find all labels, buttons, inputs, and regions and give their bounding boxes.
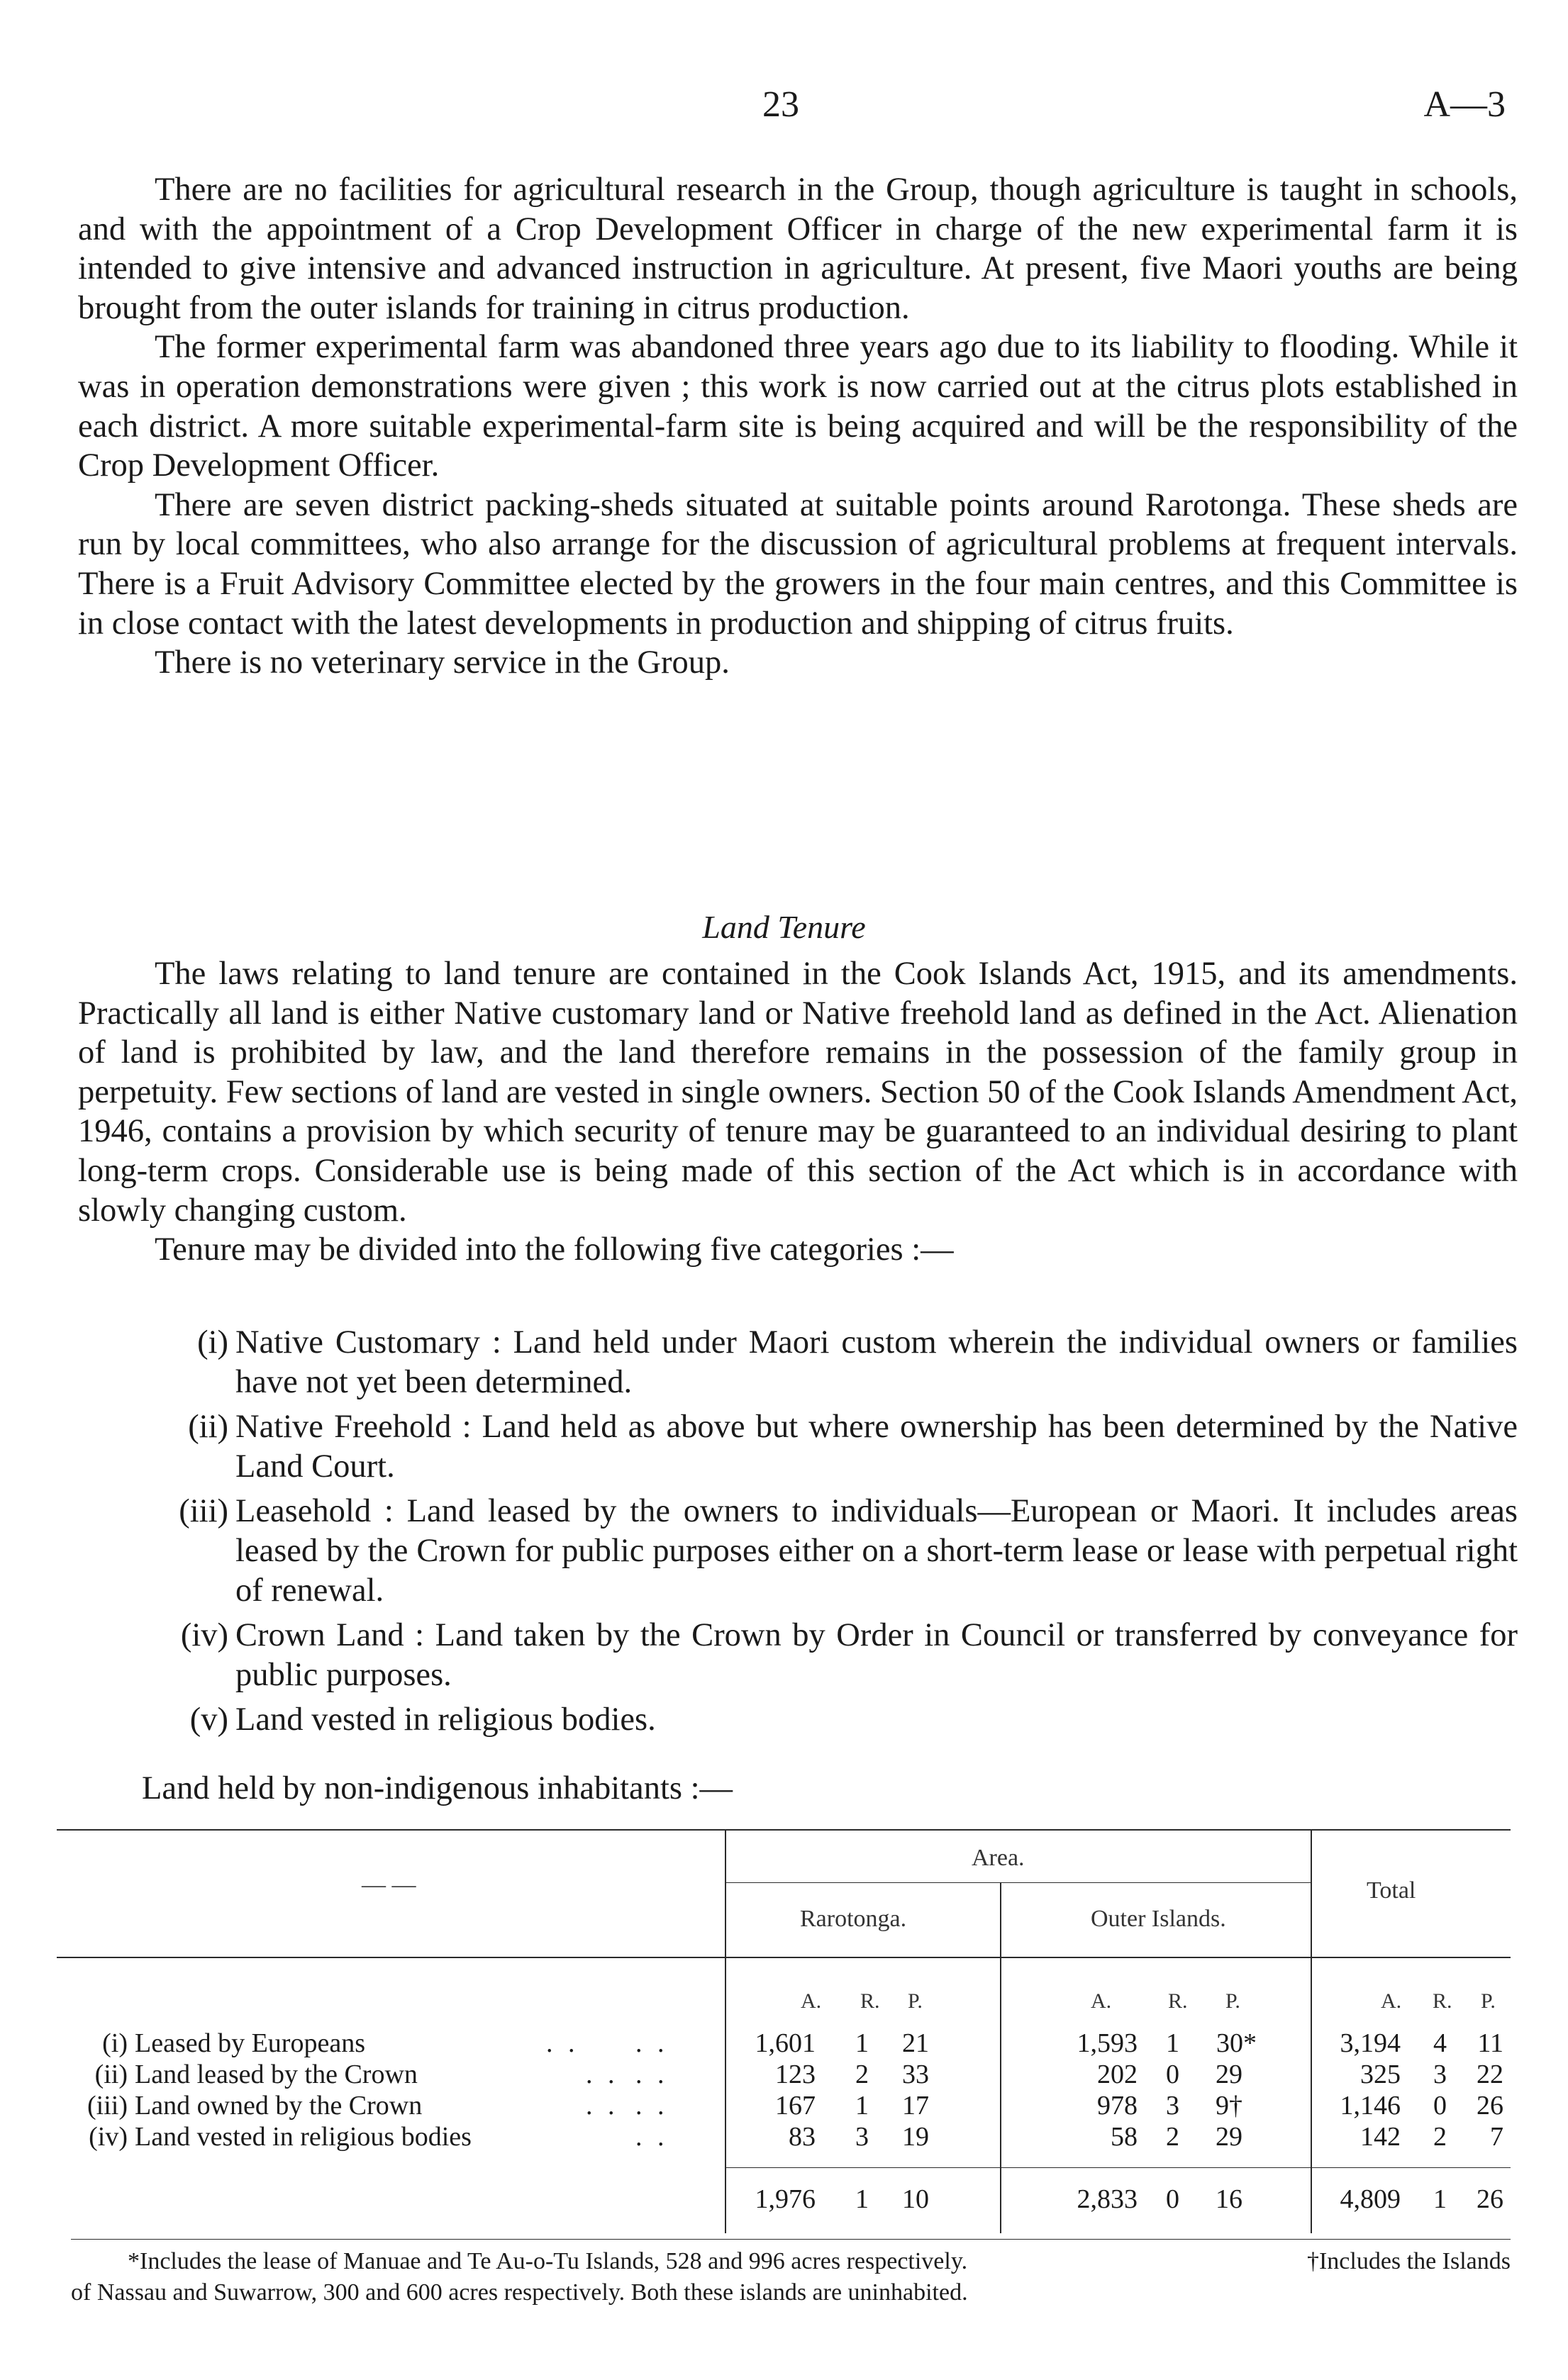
row-label: Land leased by the Crown	[135, 2060, 418, 2089]
cell-value: 3	[1166, 2091, 1179, 2121]
paragraph: Tenure may be divided into the following five categories :—	[155, 1231, 954, 1268]
page-number: 23	[762, 84, 799, 125]
paragraph: The former experimental farm was abandoned three years ago due to its liability to flooding. While it was in operation demonstrations were given ; this work is now carried out at the citrus plots established in each district. A more suitable experimental-farm site is being acquired and will be the responsibility of the Crop Development Officer.	[78, 329, 1518, 484]
unit-label: A.	[1091, 1989, 1112, 2013]
row-label: Land vested in religious bodies	[135, 2122, 472, 2152]
column-divider	[725, 1829, 726, 2233]
cell-value: 22	[1477, 2060, 1503, 2089]
list-item-number: (iv)	[180, 1617, 228, 1654]
list-item-number: (ii)	[188, 1409, 228, 1446]
list-item-text: Land vested in religious bodies.	[235, 1702, 656, 1738]
area-header: Area.	[972, 1845, 1025, 1871]
cell-value: 142	[1360, 2122, 1401, 2152]
unit-label: P.	[1481, 1989, 1496, 2013]
leader-dots: . .	[635, 2028, 669, 2058]
unit-label: A.	[801, 1989, 822, 2013]
cell-value: 2	[1166, 2122, 1179, 2152]
paragraph: There are no facilities for agricultural research in the Group, though agriculture is taught in schools, and with the appointment of a Crop Development Officer in charge of the new experimental farm it is intended to give intensive and advanced instruction in agriculture. At present, five Maori youths are being brought from the outer islands for training in citrus production.	[78, 172, 1518, 326]
unit-label: R.	[860, 1989, 880, 2013]
cell-value: 29	[1216, 2122, 1242, 2152]
table-intro: Land held by non-indigenous inhabitants :—	[142, 1770, 733, 1806]
cell-value: 3,194	[1340, 2028, 1401, 2058]
cell-value: 2	[1433, 2122, 1447, 2152]
land-table	[57, 1829, 1511, 2233]
document-reference: A—3	[1423, 84, 1506, 125]
row-number: (i)	[102, 2028, 128, 2058]
total-value: 1	[1433, 2184, 1447, 2214]
cell-value: 1,146	[1340, 2091, 1401, 2121]
unit-label: P.	[1225, 1989, 1240, 2013]
total-value: 10	[902, 2184, 929, 2214]
footnotes	[71, 2246, 1511, 2308]
cell-value: 26	[1477, 2091, 1503, 2121]
total-value: 1	[855, 2184, 869, 2214]
cell-value: 1,593	[1077, 2028, 1138, 2058]
cell-value: 123	[775, 2060, 816, 2089]
cell-value: 30*	[1216, 2028, 1257, 2058]
leader-dots: . .	[586, 2091, 619, 2121]
totals-rule	[725, 2167, 1511, 2168]
cell-value: 33	[902, 2060, 929, 2089]
leader-dots: . .	[635, 2060, 669, 2089]
cell-value: 4	[1433, 2028, 1447, 2058]
total-value: 16	[1216, 2184, 1242, 2214]
cell-value: 1,601	[755, 2028, 816, 2058]
cell-value: 1	[855, 2091, 869, 2121]
list-item-text: Crown Land : Land taken by the Crown by Order in Council or transferred by conveyance for public purposes.	[235, 1617, 1518, 1693]
tenure-categories	[156, 1323, 1518, 1745]
unit-label: A.	[1381, 1989, 1402, 2013]
cell-value: 3	[855, 2122, 869, 2152]
total-header: Total	[1367, 1877, 1416, 1904]
cell-value: 7	[1490, 2122, 1503, 2152]
total-value: 1,976	[755, 2184, 816, 2214]
header-bottom-rule	[57, 1957, 1511, 1958]
cell-value: 2	[855, 2060, 869, 2089]
stub-header: — —	[362, 1872, 416, 1898]
table-top-rule	[57, 1829, 1511, 1831]
footnote-dagger-continued: of Nassau and Suwarrow, 300 and 600 acres respectively. Both these islands are uninhabited.	[71, 2279, 968, 2306]
cell-value: 9†	[1216, 2091, 1242, 2121]
cell-value: 1	[1166, 2028, 1179, 2058]
total-value: 4,809	[1340, 2184, 1401, 2214]
unit-label: P.	[908, 1989, 923, 2013]
cell-value: 1	[855, 2028, 869, 2058]
area-rule	[725, 1882, 1311, 1883]
row-label: Leased by Europeans	[135, 2028, 365, 2058]
list-item	[156, 1700, 1518, 1740]
cell-value: 19	[902, 2122, 929, 2152]
cell-value: 17	[902, 2091, 929, 2121]
list-item-text: Native Customary : Land held under Maori custom wherein the individual owners or families have not yet been determined.	[235, 1324, 1518, 1400]
paragraph: There are seven district packing-sheds situated at suitable points around Rarotonga. These sheds are run by local committees, who also arrange for the discussion of agricultural problems at frequent intervals. There is a Fruit Advisory Committee elected by the growers in the four main centres, and this Committee is in close contact with the latest developments in production and shipping of citrus fruits.	[78, 486, 1518, 642]
list-item-number: (i)	[197, 1324, 228, 1361]
row-number: (iv)	[89, 2122, 128, 2152]
paragraph: The laws relating to land tenure are contained in the Cook Islands Act, 1915, and its amendments. Practically all land is either Native customary land or Native freehold land as defined in the Act. Alienation of land is prohibited by law, and the land therefore remains in the possession of the family group in perpetuity. Few sections of land are vested in single owners. Section 50 of the Cook Islands Amendment Act, 1946, contains a provision by which security of tenure may be guaranteed to an individual desiring to plant long-term crops. Considerable use is being made of this section of the Act which is in accordance with slowly changing custom.	[78, 956, 1518, 1229]
total-value: 26	[1477, 2184, 1503, 2214]
paragraph: There is no veterinary service in the Group.	[155, 644, 730, 681]
cell-value: 3	[1433, 2060, 1447, 2089]
cell-value: 0	[1433, 2091, 1447, 2121]
leader-dots: . .	[635, 2122, 669, 2152]
list-item	[156, 1616, 1518, 1694]
leader-dots: . .	[586, 2060, 619, 2089]
list-item-number: (iii)	[179, 1493, 228, 1530]
cell-value: 325	[1360, 2060, 1401, 2089]
column-divider	[1000, 1882, 1001, 2233]
footnote-rule	[71, 2239, 1511, 2240]
column-divider	[1311, 1829, 1312, 2233]
cell-value: 0	[1166, 2060, 1179, 2089]
cell-value: 11	[1477, 2028, 1503, 2058]
body-paragraphs-top	[78, 170, 1518, 683]
body-paragraphs-land	[78, 954, 1518, 1270]
leader-dots: . .	[635, 2091, 669, 2121]
list-item	[156, 1407, 1518, 1486]
row-number: (iii)	[87, 2091, 128, 2121]
footnote-dagger: †Includes the Islands	[1306, 2248, 1511, 2274]
total-value: 0	[1166, 2184, 1179, 2214]
rarotonga-header: Rarotonga.	[800, 1906, 907, 1932]
cell-value: 202	[1097, 2060, 1138, 2089]
cell-value: 21	[902, 2028, 929, 2058]
row-number: (ii)	[94, 2060, 128, 2089]
cell-value: 978	[1097, 2091, 1138, 2121]
leader-dots: . .	[546, 2028, 579, 2058]
unit-label: R.	[1433, 1989, 1452, 2013]
row-label: Land owned by the Crown	[135, 2091, 423, 2121]
list-item-number: (v)	[189, 1702, 228, 1738]
cell-value: 167	[775, 2091, 816, 2121]
cell-value: 58	[1111, 2122, 1138, 2152]
cell-value: 29	[1216, 2060, 1242, 2089]
outer-islands-header: Outer Islands.	[1091, 1906, 1226, 1932]
list-item-text: Leasehold : Land leased by the owners to individuals—European or Maori. It includes areas leased by the Crown for public purposes either on a short-term lease or lease with perpetual right of renewal.	[235, 1493, 1518, 1609]
unit-label: R.	[1168, 1989, 1188, 2013]
cell-value: 83	[789, 2122, 816, 2152]
section-heading: Land Tenure	[702, 909, 866, 945]
footnote-star: *Includes the lease of Manuae and Te Au-o-Tu Islands, 528 and 996 acres respectively.	[128, 2248, 968, 2274]
total-value: 2,833	[1077, 2184, 1138, 2214]
list-item-text: Native Freehold : Land held as above but where ownership has been determined by the Native Land Court.	[235, 1409, 1518, 1485]
list-item	[156, 1492, 1518, 1610]
list-item	[156, 1323, 1518, 1402]
